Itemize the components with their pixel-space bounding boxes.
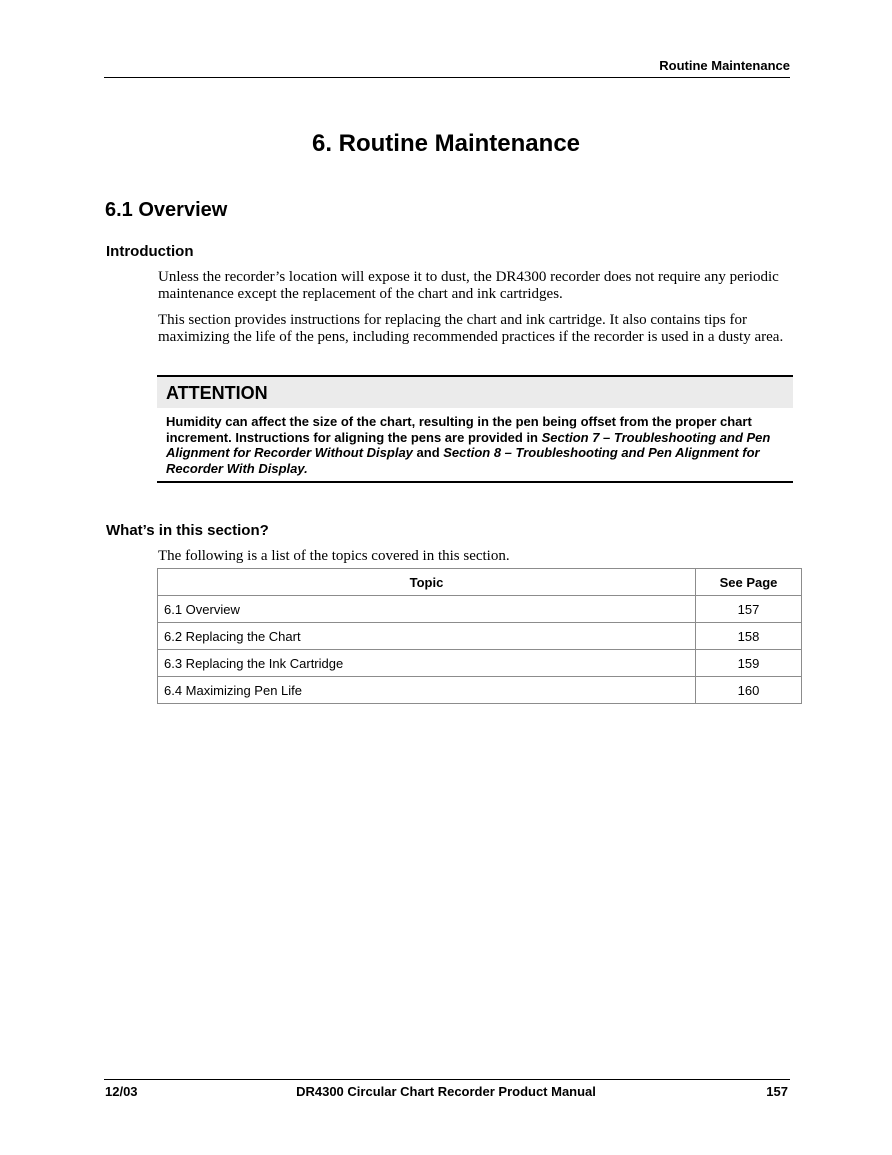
whats-in-section-heading: What’s in this section? (106, 522, 269, 539)
footer-date: 12/03 (105, 1084, 138, 1099)
page-cell: 159 (696, 650, 802, 677)
topics-intro-text: The following is a list of the topics covered in this section. (158, 548, 510, 564)
footer-manual-title: DR4300 Circular Chart Recorder Product Manual (296, 1084, 596, 1099)
footer-page-number: 157 (766, 1084, 788, 1099)
topic-cell: 6.2 Replacing the Chart (158, 623, 696, 650)
footer-rule (104, 1079, 790, 1080)
attention-reference-section-7: Section 7 – Troubleshooting and Pen Alignment for Recorder Without Display (166, 429, 771, 461)
attention-text (166, 414, 786, 477)
column-header-see-page: See Page (696, 569, 802, 596)
intro-paragraph-1: Unless the recorder’s location will expose it to dust, the DR4300 recorder does not require any periodic maintenance except the replacement of the chart and ink cartridges. (158, 269, 779, 302)
intro-paragraph-2: This section provides instructions for replacing the chart and ink cartridge. It also contains tips for maximizing the life of the pens, including recommended practices if the recorder is used in a dusty area. (158, 312, 784, 345)
chapter-title: 6. Routine Maintenance (311, 130, 581, 157)
attention-title: ATTENTION (166, 383, 268, 403)
table-row (158, 650, 802, 677)
table-row (158, 677, 802, 704)
column-header-topic: Topic (158, 569, 696, 596)
introduction-heading: Introduction (106, 243, 194, 260)
topic-cell: 6.3 Replacing the Ink Cartridge (158, 650, 696, 677)
page-cell: 158 (696, 623, 802, 650)
table-row (158, 623, 802, 650)
topic-cell: 6.4 Maximizing Pen Life (158, 677, 696, 704)
attention-reference-section-8: Section 8 – Troubleshooting and Pen Alignment for Recorder With Display. (166, 445, 760, 477)
attention-box (157, 375, 793, 483)
page-cell: 157 (696, 596, 802, 623)
running-header: Routine Maintenance (659, 58, 790, 73)
header-rule (104, 77, 790, 78)
table-row (158, 596, 802, 623)
topic-cell: 6.1 Overview (158, 596, 696, 623)
attention-text-part-2: and (412, 445, 444, 461)
attention-text-part-1: Humidity can affect the size of the chart, resulting in the pen being offset from the proper chart increment. Instructions for aligning the pens are provided in (166, 414, 752, 445)
topics-table (157, 568, 802, 704)
table-header-row (158, 569, 802, 596)
section-title: 6.1 Overview (105, 199, 228, 221)
page-cell: 160 (696, 677, 802, 704)
